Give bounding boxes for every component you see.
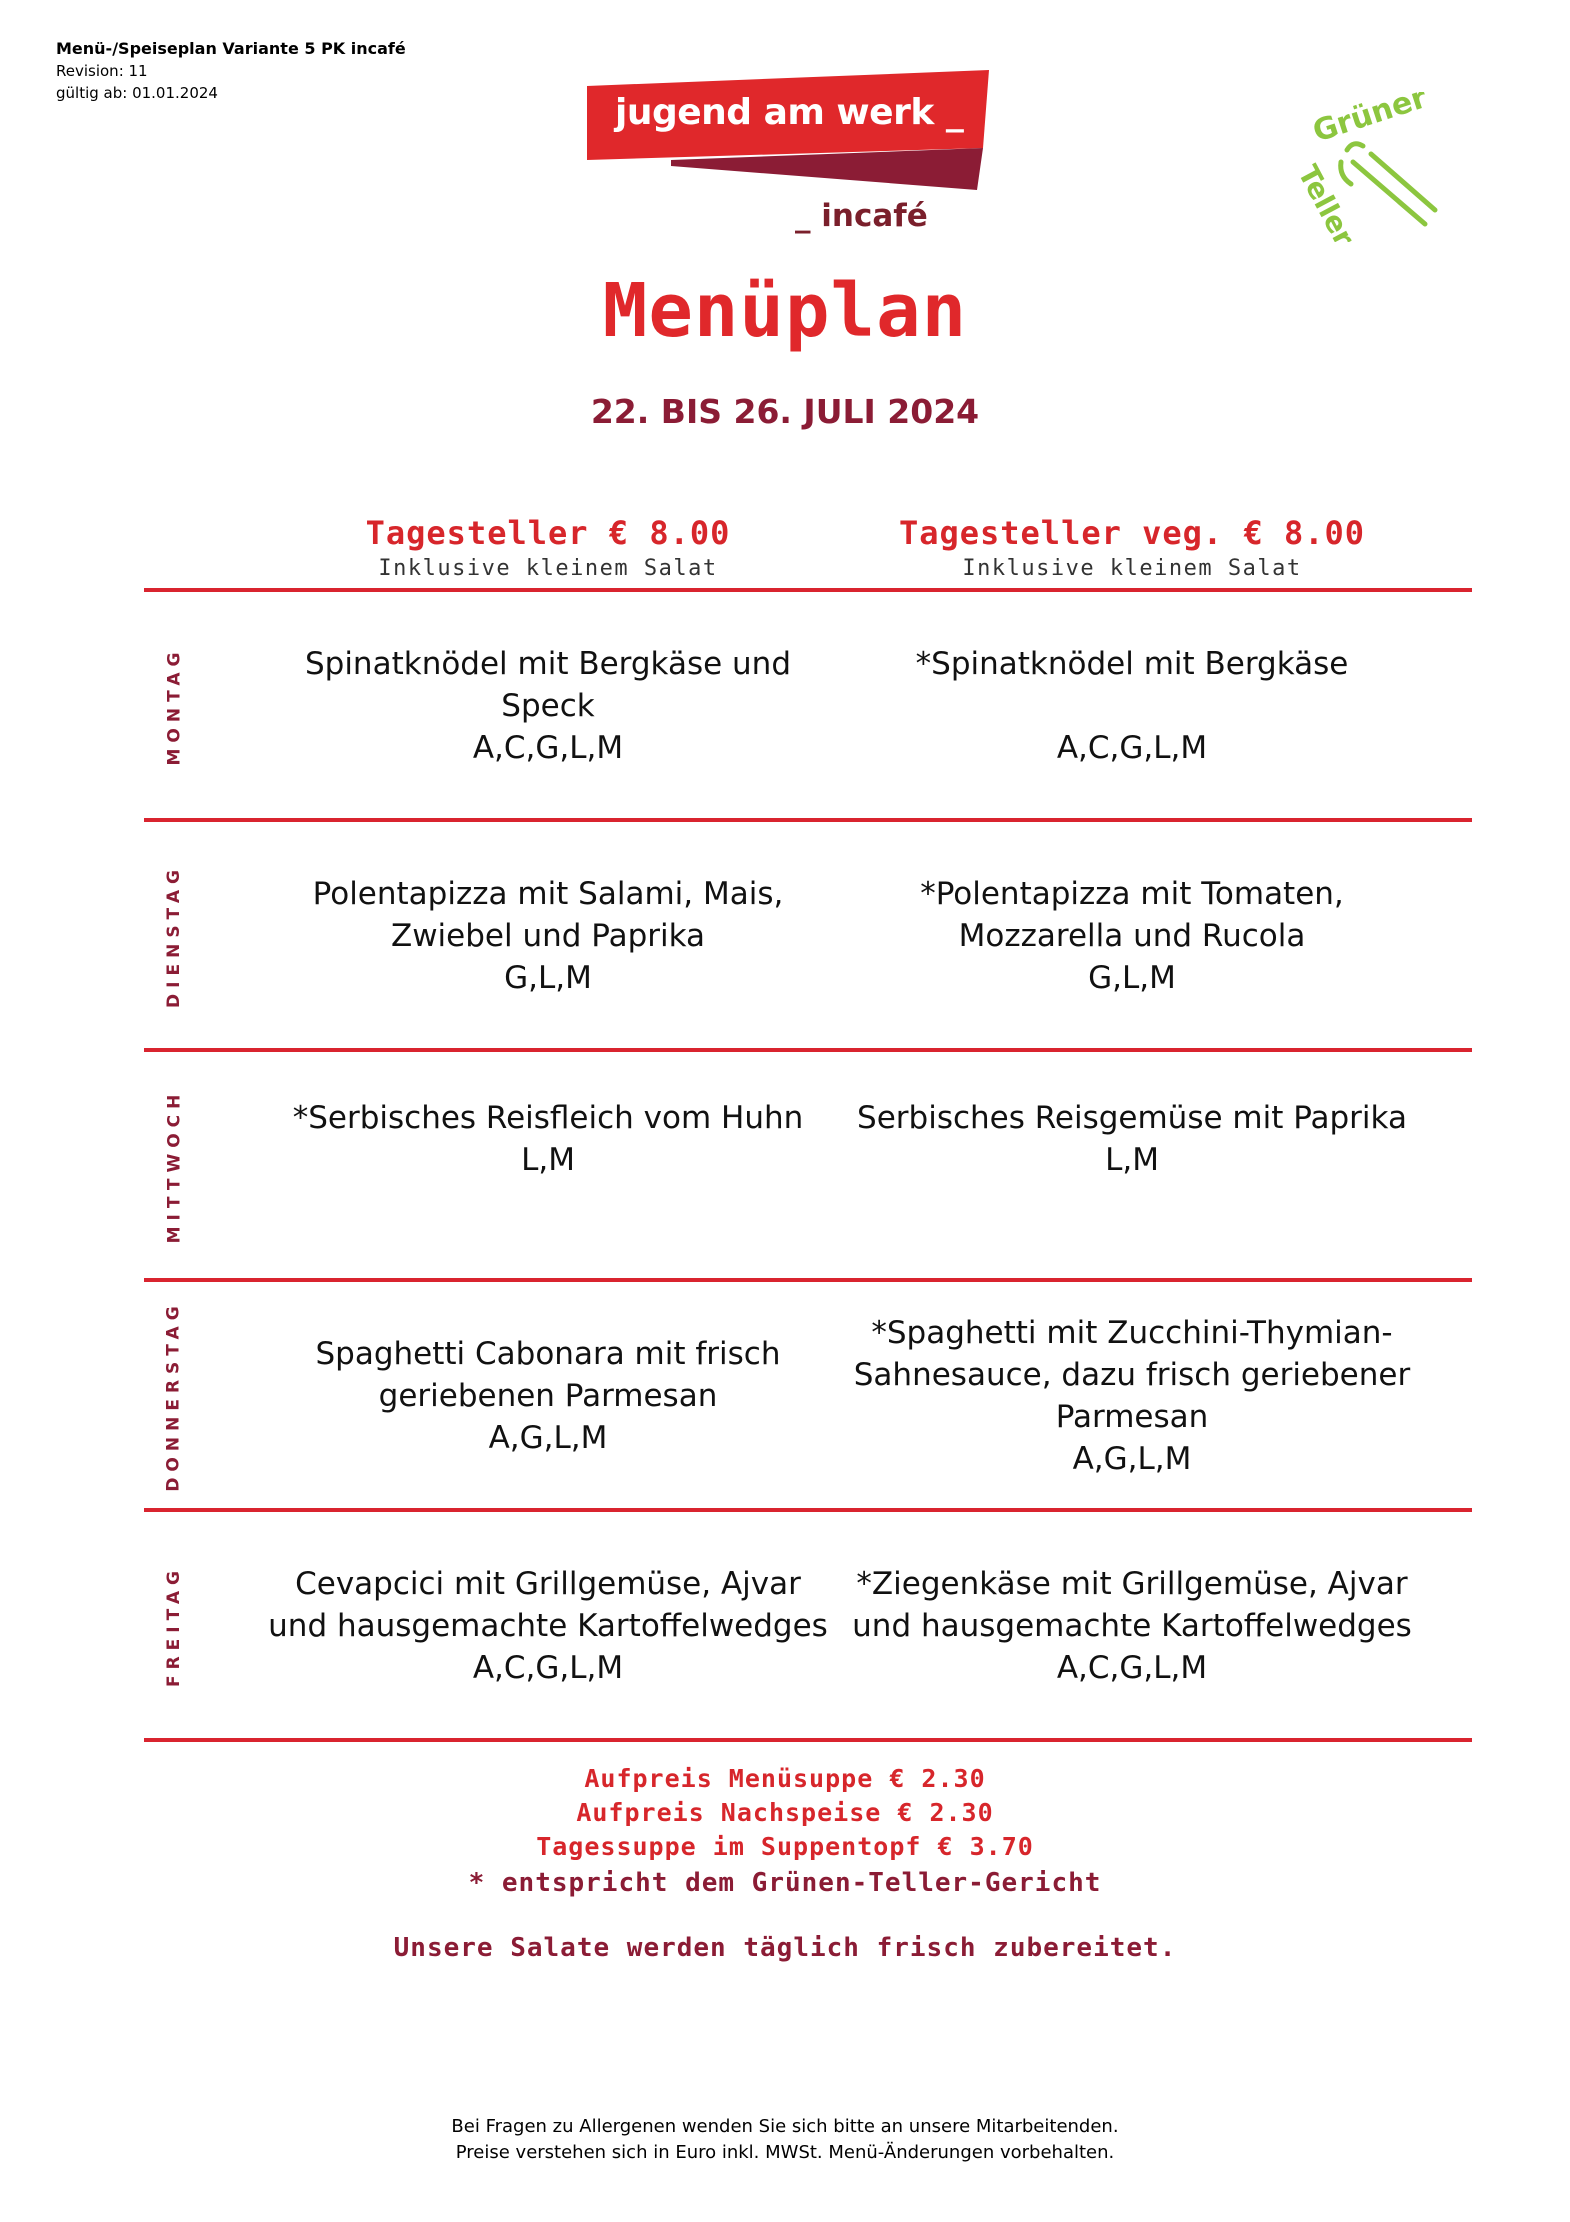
menu-row-mittwoch — [144, 1053, 1472, 1278]
valid-from: gültig ab: 01.01.2024 — [56, 84, 218, 102]
allergens: G,L,M — [504, 959, 592, 996]
revision: Revision: 11 — [56, 62, 148, 80]
date-range: 22. BIS 26. JULI 2024 — [590, 392, 980, 431]
dish-tagesteller-veg: *Spaghetti mit Zucchini-Thymian- Sahnesauce, dazu frisch geriebener Parmesan A,G,L,M — [852, 1283, 1412, 1508]
logo-brand-text: jugend am werk _ — [615, 92, 964, 133]
menu-row-montag — [144, 593, 1472, 818]
divider-line — [144, 818, 1472, 822]
day-label: DIENSTAG — [164, 863, 185, 1008]
menu-row-donnerstag — [144, 1283, 1472, 1508]
page-title: Menüplan — [602, 268, 968, 354]
document-title: Menü-/Speiseplan Variante 5 PK incafé — [56, 39, 406, 58]
column-header-tagesteller — [268, 514, 828, 581]
allergens: A,G,L,M — [1072, 1440, 1192, 1477]
divider-line — [144, 588, 1472, 592]
allergens: A,C,G,L,M — [1056, 1649, 1208, 1686]
dish-tagesteller: Spinatknödel mit Bergkäse und Speck A,C,G,L,M — [268, 593, 828, 818]
soup-pot-price: Tagessuppe im Suppentopf € 3.70 — [536, 1832, 1034, 1861]
allergens: A,C,G,L,M — [1056, 729, 1208, 766]
day-label: FREITAG — [164, 1564, 184, 1687]
extra-prices — [0, 1762, 1570, 1864]
dish-tagesteller: *Serbisches Reisfleich vom Huhn L,M — [268, 1053, 828, 1278]
badge-word-teller: Teller — [1291, 159, 1361, 242]
day-label: MITTWOCH — [164, 1088, 185, 1243]
allergens: L,M — [521, 1142, 575, 1178]
dish-tagesteller: Spaghetti Cabonara mit frisch geriebenen Parmesan A,G,L,M — [268, 1283, 828, 1508]
day-label: MONTAG — [164, 646, 185, 765]
dessert-price: Aufpreis Nachspeise € 2.30 — [576, 1798, 994, 1827]
dish-tagesteller-veg: *Ziegenkäse mit Grillgemüse, Ajvar und hausgemachte Kartoffelwedges A,C,G,L,M — [852, 1513, 1412, 1738]
document-meta — [56, 38, 406, 104]
dish-tagesteller-veg: *Polentapizza mit Tomaten, Mozzarella und Rucola G,L,M — [852, 823, 1412, 1048]
allergens: A,C,G,L,M — [472, 1649, 624, 1686]
dish-tagesteller-veg: Serbisches Reisgemüse mit Paprika L,M — [852, 1053, 1412, 1278]
allergen-notice: Bei Fragen zu Allergenen wenden Sie sich bitte an unsere Mitarbeitenden. — [451, 2116, 1119, 2137]
allergens: L,M — [1105, 1142, 1159, 1178]
gruener-teller-note: * entspricht dem Grünen-Teller-Gericht — [468, 1868, 1102, 1898]
logo-incafe-text: _ incafé — [795, 198, 928, 234]
allergens: G,L,M — [1088, 959, 1176, 996]
price-label: Tagesteller € 8.00 — [365, 514, 731, 552]
fork-knife-icon — [1275, 92, 1455, 242]
menu-row-freitag — [144, 1513, 1472, 1738]
dish-tagesteller: Polentapizza mit Salami, Mais, Zwiebel und Paprika G,L,M — [268, 823, 828, 1048]
price-sublabel: Inklusive kleinem Salat — [962, 556, 1302, 581]
dish-tagesteller: Cevapcici mit Grillgemüse, Ajvar und hausgemachte Kartoffelwedges A,C,G,L,M — [268, 1513, 828, 1738]
salad-note: Unsere Salate werden täglich frisch zubereitet. — [393, 1933, 1177, 1963]
day-label: DONNERSTAG — [164, 1299, 185, 1492]
price-notice: Preise verstehen sich in Euro inkl. MWSt. Menü-Änderungen vorbehalten. — [455, 2142, 1115, 2163]
badge-word-gruener: Grüner — [1308, 92, 1432, 150]
gruener-teller-badge — [1275, 92, 1455, 242]
price-label: Tagesteller veg. € 8.00 — [898, 514, 1366, 552]
allergens: A,C,G,L,M — [472, 729, 624, 766]
dish-tagesteller-veg: *Spinatknödel mit Bergkäse A,C,G,L,M — [852, 593, 1412, 818]
menu-row-dienstag — [144, 823, 1472, 1048]
column-header-tagesteller-veg — [852, 514, 1412, 581]
footer-notice — [0, 2114, 1570, 2166]
divider-line — [144, 1738, 1472, 1742]
divider-line — [144, 1508, 1472, 1512]
allergens: A,G,L,M — [488, 1419, 608, 1456]
menu-soup-price: Aufpreis Menüsuppe € 2.30 — [584, 1764, 986, 1793]
price-sublabel: Inklusive kleinem Salat — [378, 556, 718, 581]
divider-line — [144, 1278, 1472, 1282]
divider-line — [144, 1048, 1472, 1052]
jugend-am-werk-logo — [585, 70, 1005, 250]
